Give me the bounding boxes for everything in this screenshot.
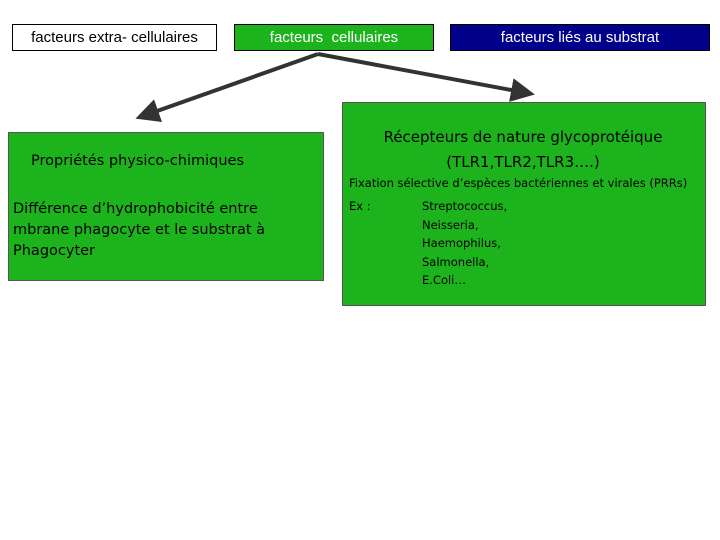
extracellular-factors-label: facteurs extra- cellulaires [31, 29, 198, 46]
substrate-factors-box [450, 24, 710, 51]
example-item: Streptococcus, [422, 199, 508, 213]
examples-list [422, 197, 507, 290]
arrow-to-receptors [318, 54, 527, 93]
receptors-box [342, 102, 706, 306]
receptors-title [343, 125, 703, 175]
substrate-factors-label: facteurs liés au substrat [500, 29, 660, 46]
physicochemical-box [8, 132, 324, 281]
example-item: E.Coli… [422, 273, 466, 288]
examples-label: Ex : [349, 199, 371, 213]
selective-fixation-text: Fixation sélective d’espèces bactériennes et virales (PRRs) [349, 176, 688, 190]
arrow-to-physico [143, 54, 318, 116]
example-item: Neisseria, [422, 217, 479, 232]
receptors-title-line1: Récepteurs de nature glycoprotéique [383, 128, 663, 146]
physicochemical-title: Propriétés physico-chimiques [31, 153, 245, 169]
receptors-title-line2: (TLR1,TLR2,TLR3….) [446, 153, 600, 171]
example-item: Salmonella, [422, 254, 490, 269]
cellular-factors-label: facteurs cellulaires [269, 29, 399, 46]
cellular-factors-box [234, 24, 434, 51]
hydrophobicity-text: Différence d’hydrophobicité entre mbrane phagocyte et le substrat à Phagocyter [13, 201, 266, 259]
example-item: Haemophilus, [422, 236, 501, 251]
extracellular-factors-box [12, 24, 217, 51]
